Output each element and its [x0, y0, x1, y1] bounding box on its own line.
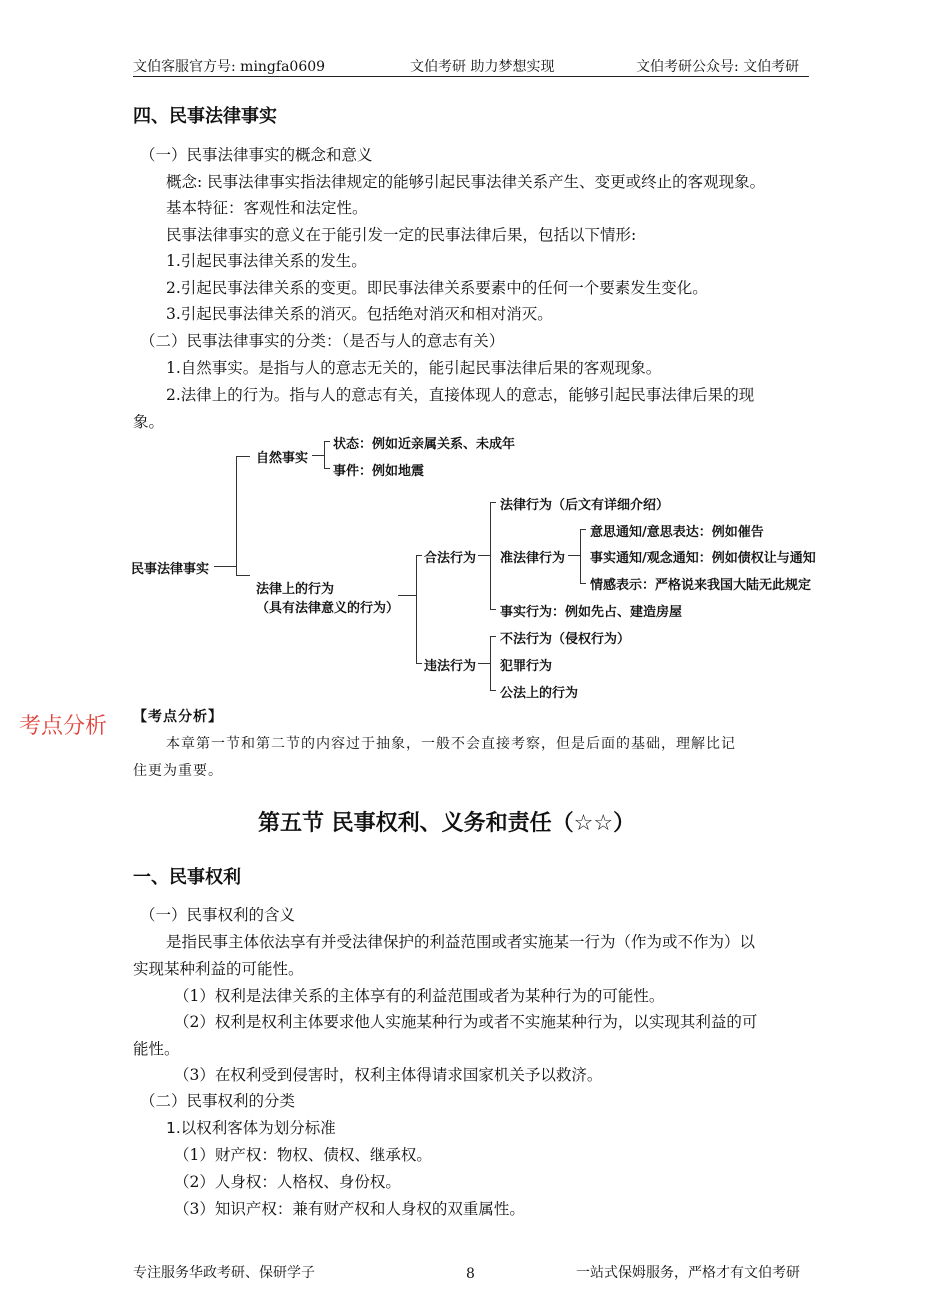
- list-item: 1.引起民事法律关系的发生。: [166, 252, 367, 270]
- diagram-state: 状态：例如近亲属关系、未成年: [333, 437, 516, 452]
- rights-meaning-heading: （一）民事权利的含义: [140, 906, 296, 924]
- header-divider: [133, 76, 809, 77]
- diagram-fact-notice: 事实通知/观念通知：例如债权让与通知: [590, 551, 816, 566]
- page-number: 8: [466, 1266, 475, 1282]
- diagram-quasi-legal-act: 准法律行为: [500, 551, 566, 566]
- diagram-legal-act-note: （具有法律意义的行为）: [256, 601, 400, 616]
- subsection-1-heading: （一）民事法律事实的概念和意义: [140, 146, 373, 164]
- header-center: 文伯考研 助力梦想实现: [410, 59, 555, 75]
- diagram-legal-act: 法律上的行为: [256, 582, 335, 597]
- footer-left: 专注服务华政考研、保研学子: [133, 1265, 315, 1281]
- header-left: 文伯客服官方号: mingfa0609: [133, 59, 326, 75]
- footer-right: 一站式保姆服务，严格才有文伯考研: [576, 1265, 800, 1281]
- list-item: （3）知识产权：兼有财产权和人身权的双重属性。: [174, 1200, 525, 1218]
- rights-definition: 是指民事主体依法享有并受法律保护的利益范围或者实施某一行为（作为或不作为）以: [166, 933, 756, 951]
- section-5-title: 第五节 民事权利、义务和责任（☆☆）: [258, 811, 636, 836]
- rights-definition-cont: 实现某种利益的可能性。: [133, 960, 304, 978]
- feature-line: 基本特征：客观性和法定性。: [166, 199, 368, 217]
- diagram-factual-act: 事实行为：例如先占、建造房屋: [500, 605, 683, 620]
- list-item: 2.引起民事法律关系的变更。即民事法律关系要素中的任何一个要素发生变化。: [166, 279, 708, 297]
- diagram-illegal-act: 不法行为（侵权行为）: [500, 632, 631, 647]
- diagram-root: 民事法律事实: [131, 562, 210, 577]
- diagram-natural-fact: 自然事实: [256, 451, 309, 466]
- rights-classification-heading: （二）民事权利的分类: [140, 1092, 296, 1110]
- rights-point-2: （2）权利是权利主体要求他人实施某种行为或者不实施某种行为，以实现其利益的可: [174, 1013, 758, 1031]
- diagram-public-law-act: 公法上的行为: [500, 686, 579, 701]
- analysis-title: 【考点分析】: [133, 709, 223, 725]
- classification-standard: 1.以权利客体为划分标准: [166, 1119, 336, 1137]
- legal-act-line: 2.法律上的行为。指与人的意志有关，直接体现人的意志，能够引起民事法律后果的现: [166, 386, 755, 404]
- diagram-event: 事件：例如地震: [333, 464, 425, 479]
- diagram-unlawful-act: 违法行为: [424, 659, 477, 674]
- legal-act-line-cont: 象。: [133, 413, 165, 431]
- subsection-2-heading: （二）民事法律事实的分类：（是否与人的意志有关）: [140, 332, 505, 350]
- analysis-line-cont: 住更为重要。: [133, 763, 223, 779]
- section-4-title: 四、民事法律事实: [133, 106, 277, 127]
- analysis-side-label: 考点分析: [19, 714, 108, 739]
- list-item: 3.引起民事法律关系的消灭。包括绝对消灭和相对消灭。: [166, 305, 553, 323]
- meaning-line: 民事法律事实的意义在于能引发一定的民事法律后果，包括以下情形:: [166, 226, 637, 244]
- natural-fact-line: 1.自然事实。是指与人的意志无关的，能引起民事法律后果的客观现象。: [166, 359, 662, 377]
- diagram-emotion: 情感表示：严格说来我国大陆无此规定: [590, 578, 812, 593]
- rights-point-3: （3）在权利受到侵害时，权利主体得请求国家机关予以救济。: [174, 1066, 603, 1084]
- rights-point-1: （1）权利是法律关系的主体享有的利益范围或者为某种行为的可能性。: [174, 987, 665, 1005]
- diagram-crime: 犯罪行为: [500, 659, 553, 674]
- diagram-intent-notice: 意思通知/意思表达：例如催告: [590, 525, 764, 540]
- header-right: 文伯考研公众号: 文伯考研: [636, 59, 800, 75]
- analysis-line: 本章第一节和第二节的内容过于抽象，一般不会直接考察，但是后面的基础，理解比记: [166, 736, 736, 752]
- part-1-title: 一、民事权利: [133, 867, 241, 888]
- rights-point-2-cont: 能性。: [133, 1040, 180, 1058]
- diagram-juristic-act: 法律行为（后文有详细介绍）: [500, 498, 670, 513]
- diagram-lawful-act: 合法行为: [424, 551, 477, 566]
- list-item: （2）人身权：人格权、身份权。: [174, 1173, 401, 1191]
- concept-line: 概念: 民事法律事实指法律规定的能够引起民事法律关系产生、变更或终止的客观现象。: [166, 173, 766, 191]
- list-item: （1）财产权：物权、债权、继承权。: [174, 1146, 432, 1164]
